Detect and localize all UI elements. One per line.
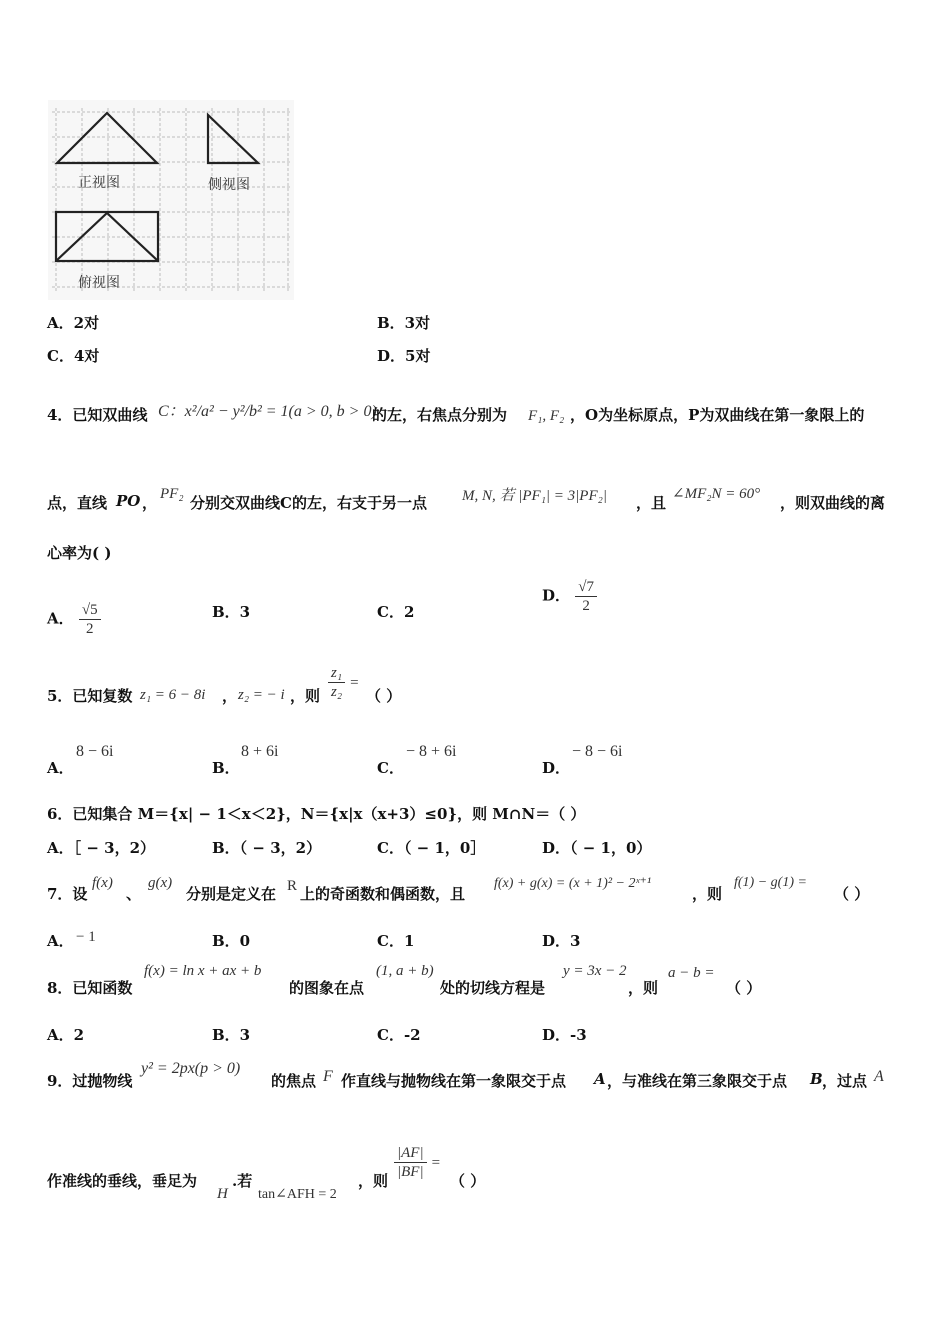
front-view-label: 正视图 (78, 175, 120, 191)
q9-point-A: A (594, 1070, 606, 1088)
q5-option-d-value: − 8 − 6i (572, 743, 623, 760)
q4-line2-pre: 点，直线 (47, 494, 108, 512)
q8-pre: 8．已知函数 (47, 979, 133, 997)
q9-mid: 的焦点 (271, 1072, 317, 1090)
q4-line1-pre: 4．已知双曲线 (47, 406, 148, 424)
q8-tangent-line: y = 3x − 2 (563, 963, 627, 979)
q5-option-b-label: B． (212, 759, 240, 777)
q8-option-a: A．2 (47, 1026, 85, 1044)
q8-option-d: D．-3 (542, 1026, 587, 1044)
q9-mid3: ，与准线在第三象限交于点 (607, 1072, 788, 1090)
q8-point: (1, a + b) (376, 963, 434, 979)
q7-R: R (287, 878, 298, 894)
q9-point-A-math: A (874, 1068, 884, 1085)
q7-option-c: C．1 (377, 932, 415, 950)
q4-line1-mid: 的左，右焦点分别为 (372, 406, 508, 424)
q7-mid2: 上的奇函数和偶函数，且 (300, 885, 466, 903)
q7-gx: g(x) (148, 875, 173, 891)
q9-mid4: ，过点 (822, 1072, 868, 1090)
q9-point-B: B (810, 1070, 823, 1088)
q5-z2: z₂ = − i (238, 687, 285, 703)
q4-curve-equation: C：x²/a² − y²/b² = 1(a > 0, b > 0) (158, 403, 377, 420)
q7-pre: 7．设 (47, 885, 88, 903)
q7-ask: f(1) − g(1) = (734, 875, 807, 890)
three-view-figure (48, 100, 294, 300)
q4-line2-and: ，且 (636, 494, 667, 512)
q9-ruo: .若 (232, 1172, 253, 1190)
q9-parabola: y² = 2px(p > 0) (141, 1060, 241, 1077)
q7-fx: f(x) (92, 875, 113, 891)
q4-condition: M, N, 若 |PF₁| = 3|PF₂| (462, 488, 607, 504)
q9-pre: 9．过抛物线 (47, 1072, 133, 1090)
q5-post: （ ） (366, 687, 402, 705)
q7-sep: 、 (126, 885, 142, 903)
q7-equation: f(x) + g(x) = (x + 1)² − 2ˣ⁺¹ (494, 876, 652, 891)
q5-option-c-value: − 8 + 6i (406, 743, 457, 760)
q9-fraction: $\frac{|AF|}{|BF|}$ = (394, 1144, 440, 1181)
q8-mid2: 处的切线方程是 (440, 979, 546, 997)
q7-post: （ ） (834, 885, 870, 903)
q5-fraction: $\frac{\text{z₁}}{\text{z₂}}$ = (328, 664, 359, 701)
q8-option-c: C．-2 (377, 1026, 421, 1044)
q6-option-d: D．（ − 1，0） (542, 839, 652, 857)
q3-option-a: A．2对 (47, 314, 100, 332)
q4-option-a-frac: $\frac{√5}{2}$ (79, 601, 101, 638)
q9-then: ，则 (358, 1172, 389, 1190)
side-view-label: 侧视图 (208, 177, 250, 193)
q9-tan-condition: tan∠AFH = 2 (258, 1187, 337, 1202)
q8-mid: 的图象在点 (289, 979, 365, 997)
q9-line2-pre: 作准线的垂线，垂足为 (47, 1172, 198, 1190)
q9-mid2: 作直线与抛物线在第一象限交于点 (341, 1072, 567, 1090)
q4-line1-post: ，O为坐标原点，P为双曲线在第一象限上的 (570, 406, 865, 424)
q5-option-a-label: A． (47, 759, 74, 777)
q9-post: （ ） (450, 1172, 486, 1190)
three-view-drawing (48, 100, 294, 300)
q5-option-a-value: 8 − 6i (76, 743, 114, 760)
q7-option-a-value: − 1 (76, 929, 96, 945)
q7-option-b: B．0 (212, 932, 251, 950)
q4-option-b: B．3 (212, 603, 251, 621)
q4-option-d-frac: $\frac{√7}{2}$ (575, 578, 597, 615)
q5-then: ，则 (290, 687, 321, 705)
q9-focus-F: F (323, 1068, 333, 1085)
q4-option-a: A． $\frac{√5}{2}$ (47, 601, 101, 638)
q7-option-a-label: A． (47, 932, 74, 950)
q3-option-c: C．4对 (47, 347, 100, 365)
q8-then: ，则 (628, 979, 659, 997)
q8-function: f(x) = ln x + ax + b (144, 963, 262, 979)
q7-mid: 分别是定义在 (186, 885, 277, 903)
q6-option-a: A．［ − 3，2） (47, 839, 156, 857)
q8-option-b: B．3 (212, 1026, 251, 1044)
q4-line3: 心率为( ) (47, 544, 112, 562)
q4-line-po: PO (116, 492, 141, 510)
q5-pre: 5．已知复数 (47, 687, 133, 705)
q9-foot-H: H (217, 1186, 228, 1202)
q4-option-c: C．2 (377, 603, 415, 621)
q6-text: 6．已知集合 M＝{x| − 1＜x＜2}，N＝{x|x（x+3）≤0}，则 M∩N＝（ ） (47, 805, 586, 823)
q4-line2-comma: ， (142, 494, 158, 512)
q7-then: ，则 (692, 885, 723, 903)
q7-option-d: D．3 (542, 932, 581, 950)
q6-option-c: C．（ − 1，0］ (377, 839, 486, 857)
q8-ask: a − b = (668, 965, 715, 981)
q5-option-c-label: C． (377, 759, 404, 777)
q3-option-b: B．3对 (377, 314, 431, 332)
q4-foci: F₁, F₂ (528, 408, 565, 424)
q4-option-d: D． $\frac{√7}{2}$ (542, 578, 597, 615)
q5-option-d-label: D． (542, 759, 571, 777)
q5-sep: ， (222, 687, 238, 705)
q5-z1: z₁ = 6 − 8i (140, 687, 206, 703)
q3-option-d: D．5对 (377, 347, 431, 365)
q8-post: （ ） (726, 979, 762, 997)
q4-line2-post: ，则双曲线的离 (780, 494, 886, 512)
q4-angle: ∠MF₂N = 60° (672, 486, 761, 502)
q4-pf2: PF₂ (160, 486, 184, 502)
q4-line2-mid: 分别交双曲线C的左，右支于另一点 (190, 494, 427, 512)
q5-option-b-value: 8 + 6i (241, 743, 279, 760)
top-view-label: 俯视图 (78, 275, 120, 291)
q6-option-b: B．（ − 3，2） (212, 839, 322, 857)
